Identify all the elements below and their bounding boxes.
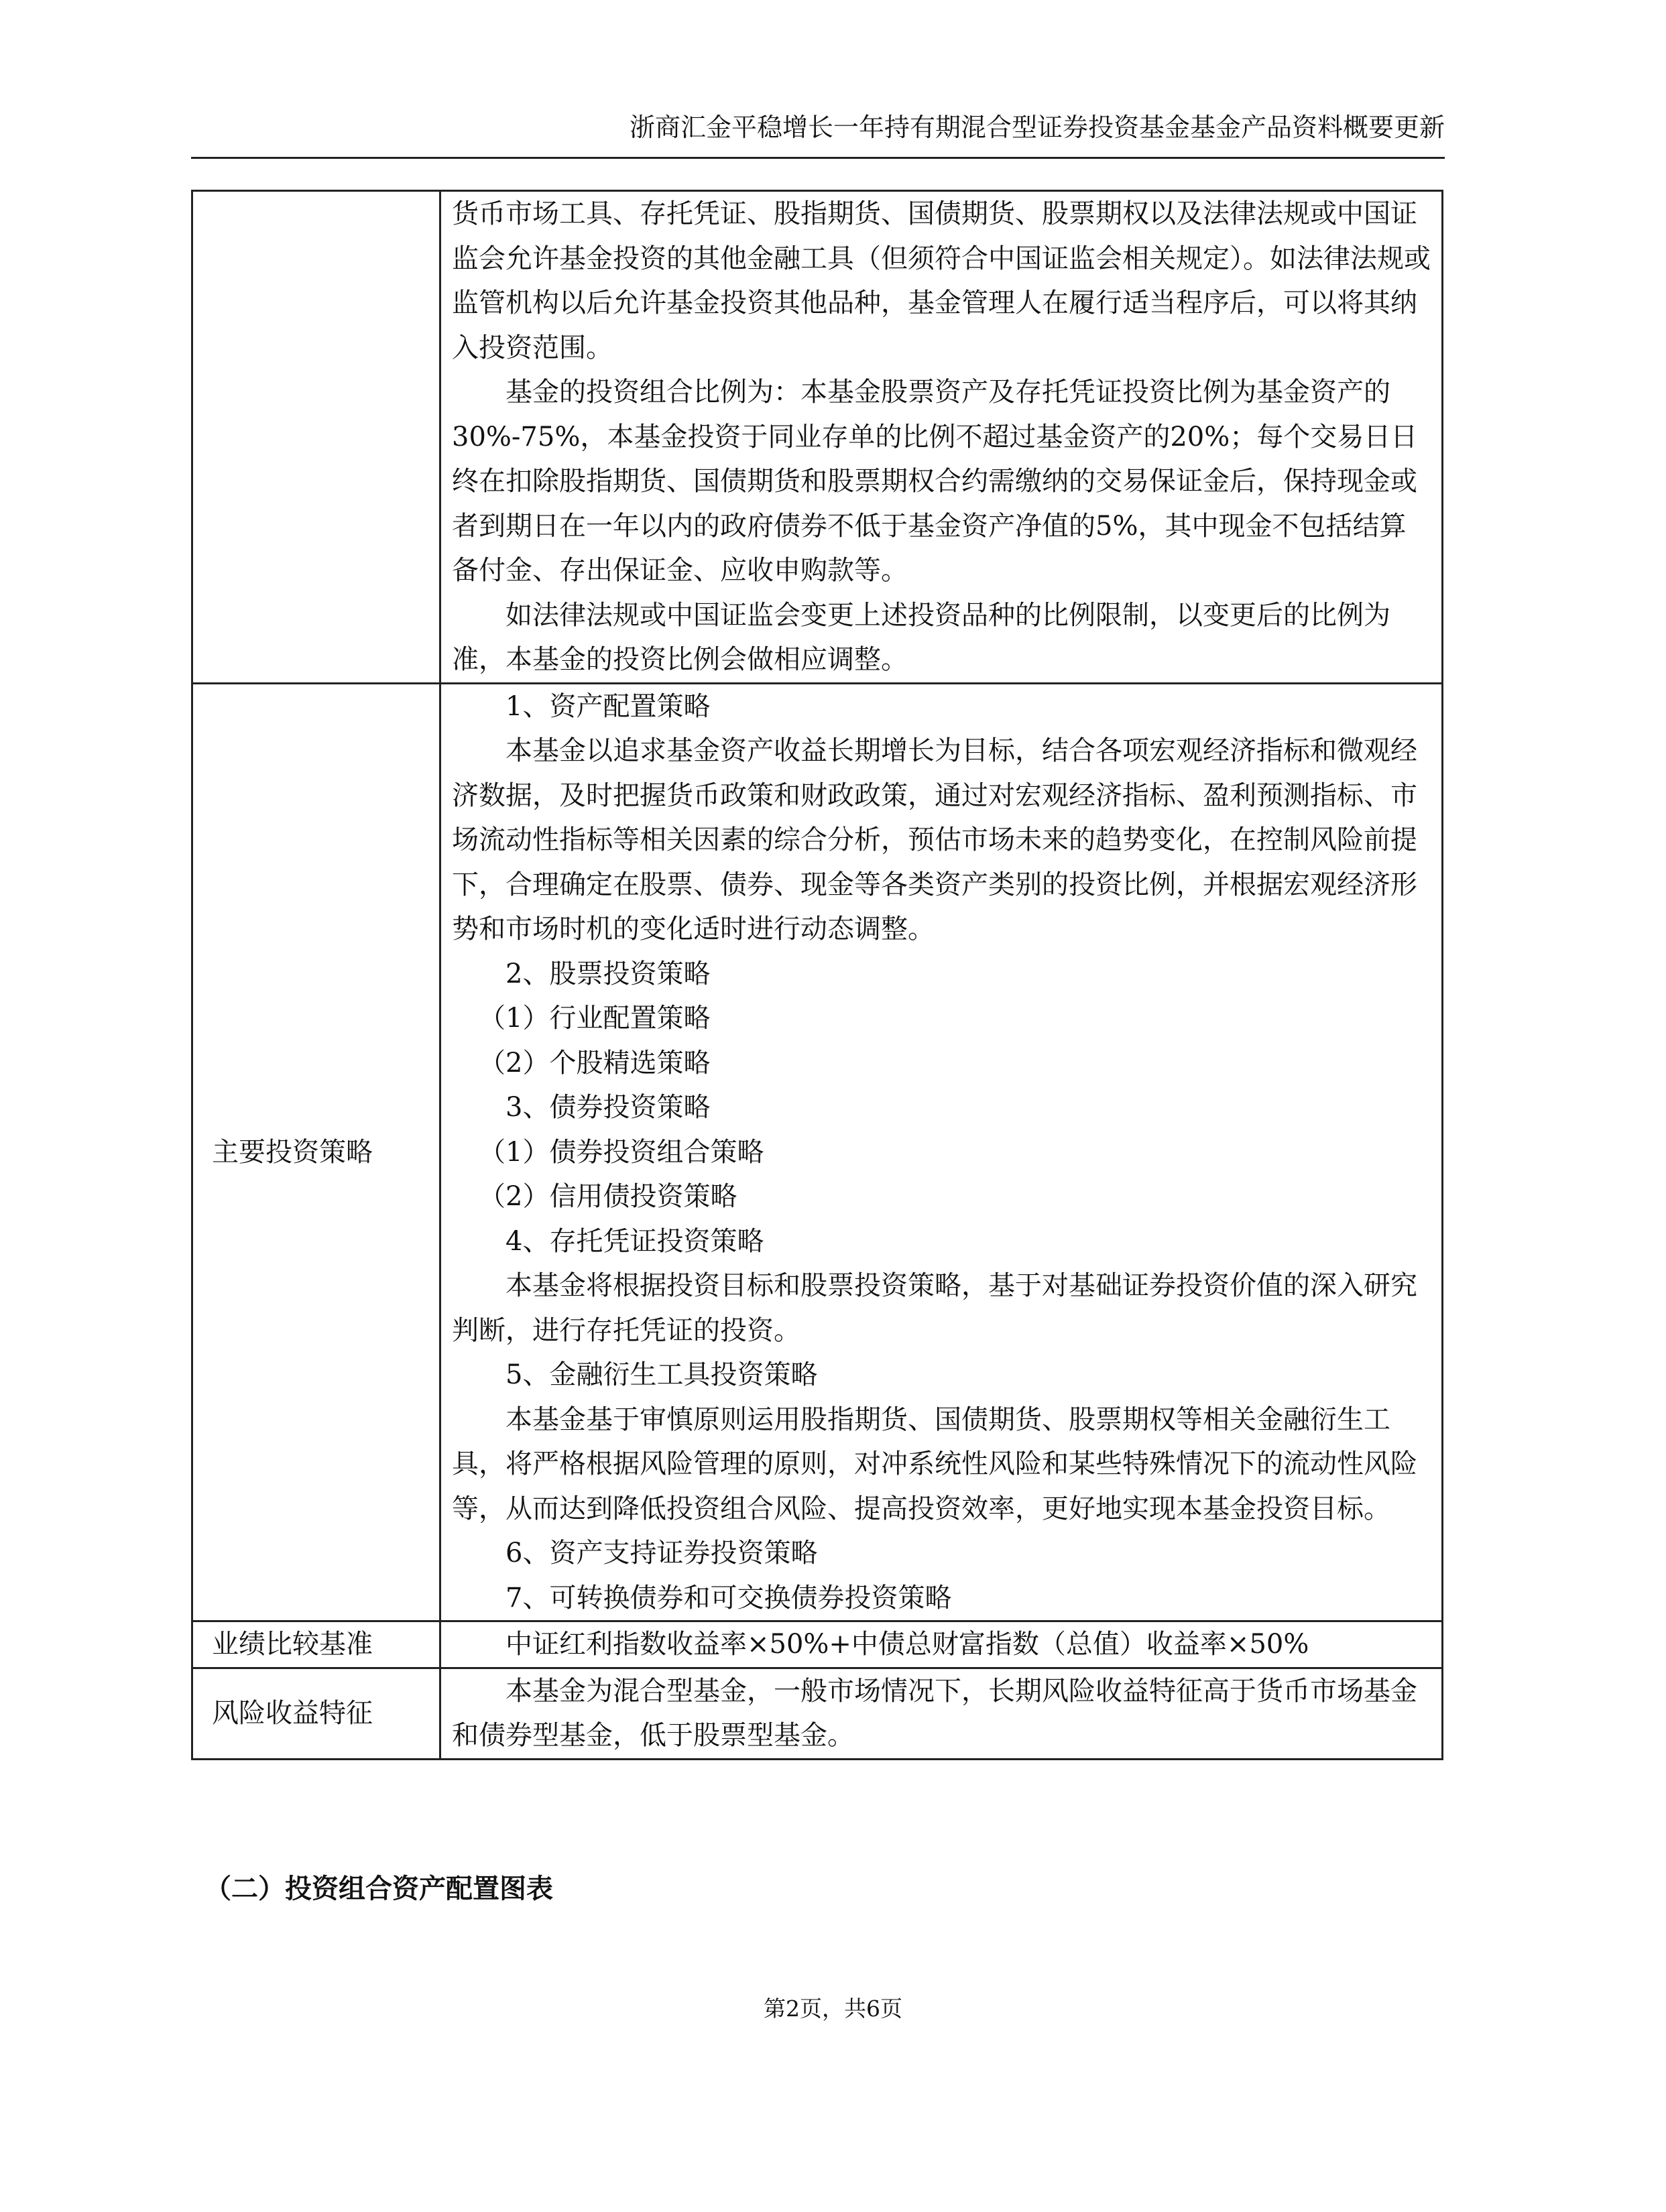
strategy-subheading: （1）债券投资组合策略 — [479, 1136, 764, 1168]
strategy-heading: 3、债券投资策略 — [505, 1092, 711, 1123]
paragraph: 本基金以追求基金资产收益长期增长为目标，结合各项宏观经济指标和微观经济数据，及时把握货币政策和财政政策，通过对宏观经济指标、盈利预测指标、市场流动性指标等相关因素的综合分析，预估市场未来的趋势变化，在控制风险前提下，合理确定在股票、债券、现金等各类资产类别的投资比例，并根据宏观经济形势和市场时机的变化适时进行动态调整。 — [452, 735, 1417, 944]
document-header: 浙商汇金平稳增长一年持有期混合型证券投资基金基金产品资料概要更新 — [629, 113, 1445, 142]
header-divider — [191, 157, 1445, 159]
strategy-subheading: （2）个股精选策略 — [479, 1047, 711, 1079]
strategy-heading: 7、可转换债券和可交换债券投资策略 — [505, 1582, 952, 1613]
strategy-heading: 5、金融衍生工具投资策略 — [505, 1359, 818, 1390]
table-row-investment-strategy — [192, 683, 1443, 1621]
row-label: 风险收益特征 — [192, 1668, 440, 1759]
table-row-benchmark — [192, 1621, 1443, 1668]
table-row-risk-return — [192, 1668, 1443, 1759]
section-title: （二）投资组合资产配置图表 — [204, 1873, 553, 1904]
strategy-heading: 2、股票投资策略 — [505, 958, 711, 989]
strategy-heading: 1、资产配置策略 — [505, 690, 711, 722]
row-content — [440, 1668, 1443, 1759]
strategy-heading: 6、资产支持证券投资策略 — [505, 1538, 818, 1569]
row-content — [440, 191, 1443, 684]
strategy-subheading: （2）信用债投资策略 — [479, 1181, 737, 1212]
row-content — [440, 1621, 1443, 1668]
row-content — [440, 683, 1443, 1621]
paragraph: 基金的投资组合比例为：本基金股票资产及存托凭证投资比例为基金资产的30%-75%，本基金投资于同业存单的比例不超过基金资产的20%；每个交易日日终在扣除股指期货、国债期货和股票期权合约需缴纳的交易保证金后，保持现金或者到期日在一年以内的政府债券不低于基金资产净值的5%，其中现金不包括结算备付金、存出保证金、应收申购款等。 — [452, 377, 1418, 586]
row-label — [192, 191, 440, 684]
strategy-subheading: （1）行业配置策略 — [479, 1003, 711, 1034]
fund-info-table — [191, 190, 1443, 1760]
paragraph: 本基金将根据投资目标和股票投资策略，基于对基础证券投资价值的深入研究判断，进行存托凭证的投资。 — [452, 1270, 1417, 1346]
row-label: 业绩比较基准 — [192, 1621, 440, 1668]
paragraph: 中证红利指数收益率×50%+中债总财富指数（总值）收益率×50% — [505, 1629, 1309, 1660]
paragraph: 本基金为混合型基金，一般市场情况下，长期风险收益特征高于货币市场基金和债券型基金，低于股票型基金。 — [452, 1675, 1417, 1751]
table-row-investment-scope — [192, 191, 1443, 684]
paragraph: 货币市场工具、存托凭证、股指期货、国债期货、股票期权以及法律法规或中国证监会允许基金投资的其他金融工具（但须符合中国证监会相关规定）。如法律法规或监管机构以后允许基金投资其他品种，基金管理人在履行适当程序后，可以将其纳入投资范围。 — [452, 198, 1431, 363]
row-label: 主要投资策略 — [192, 683, 440, 1621]
strategy-heading: 4、存托凭证投资策略 — [505, 1225, 764, 1257]
page-number: 第2页，共6页 — [764, 1995, 902, 2022]
paragraph: 如法律法规或中国证监会变更上述投资品种的比例限制，以变更后的比例为准，本基金的投资比例会做相应调整。 — [452, 599, 1390, 675]
paragraph: 本基金基于审慎原则运用股指期货、国债期货、股票期权等相关金融衍生工具，将严格根据风险管理的原则，对冲系统性风险和某些特殊情况下的流动性风险等，从而达到降低投资组合风险、提高投资效率，更好地实现本基金投资目标。 — [452, 1404, 1417, 1524]
